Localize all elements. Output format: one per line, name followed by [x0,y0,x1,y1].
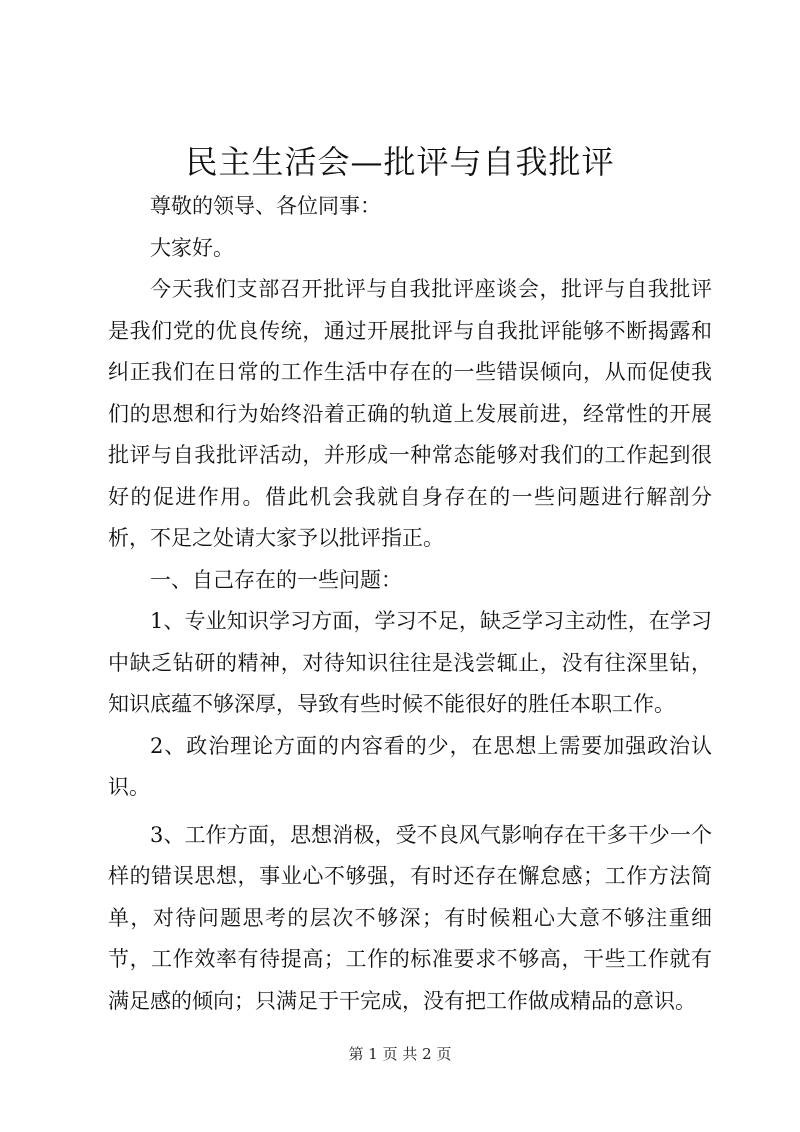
section-heading: 一、自己存在的一些问题： [150,567,402,592]
page-footer: 第 1 页 共 2 页 [348,1045,452,1063]
document-body [108,186,712,1022]
problem-item-2: 2、政治理论方面的内容看的少，在思想上需要加强政治认识。 [108,733,712,799]
problem-item-3: 3、工作方面，思想消极，受不良风气影响存在干多干少一个样的错误思想，事业心不够强，有时还存在懈怠感；工作方法简单，对待问题思考的层次不够深；有时候粗心大意不够注重细节，工作效率有待提高；工作的标准要求不够高，干些工作就有满足感的倾向；只满足于干完成，没有把工作做成精品的意识。 [108,822,712,1013]
problem-item-1: 1、专业知识学习方面，学习不足，缺乏学习主动性，在学习中缺乏钻研的精神，对待知识往往是浅尝辄止，没有往深里钻，知识底蕴不够深厚，导致有些时候不能很好的胜任本职工作。 [108,609,712,716]
salutation: 尊敬的领导、各位同事： [150,194,381,218]
document-title: 民主生活会—批评与自我批评 [185,143,615,181]
greeting: 大家好。 [150,235,234,260]
intro-paragraph: 今天我们支部召开批评与自我批评座谈会，批评与自我批评是我们党的优良传统，通过开展批评与自我批评能够不断揭露和纠正我们在日常的工作生活中存在的一些错误倾向，从而促使我们的思想和行为始终沿着正确的轨道上发展前进，经常性的开展批评与自我批评活动，并形成一种常态能够对我们的工作起到很好的促进作用。借此机会我就自身存在的一些问题进行解剖分析，不足之处请大家予以批评指正。 [108,277,712,550]
